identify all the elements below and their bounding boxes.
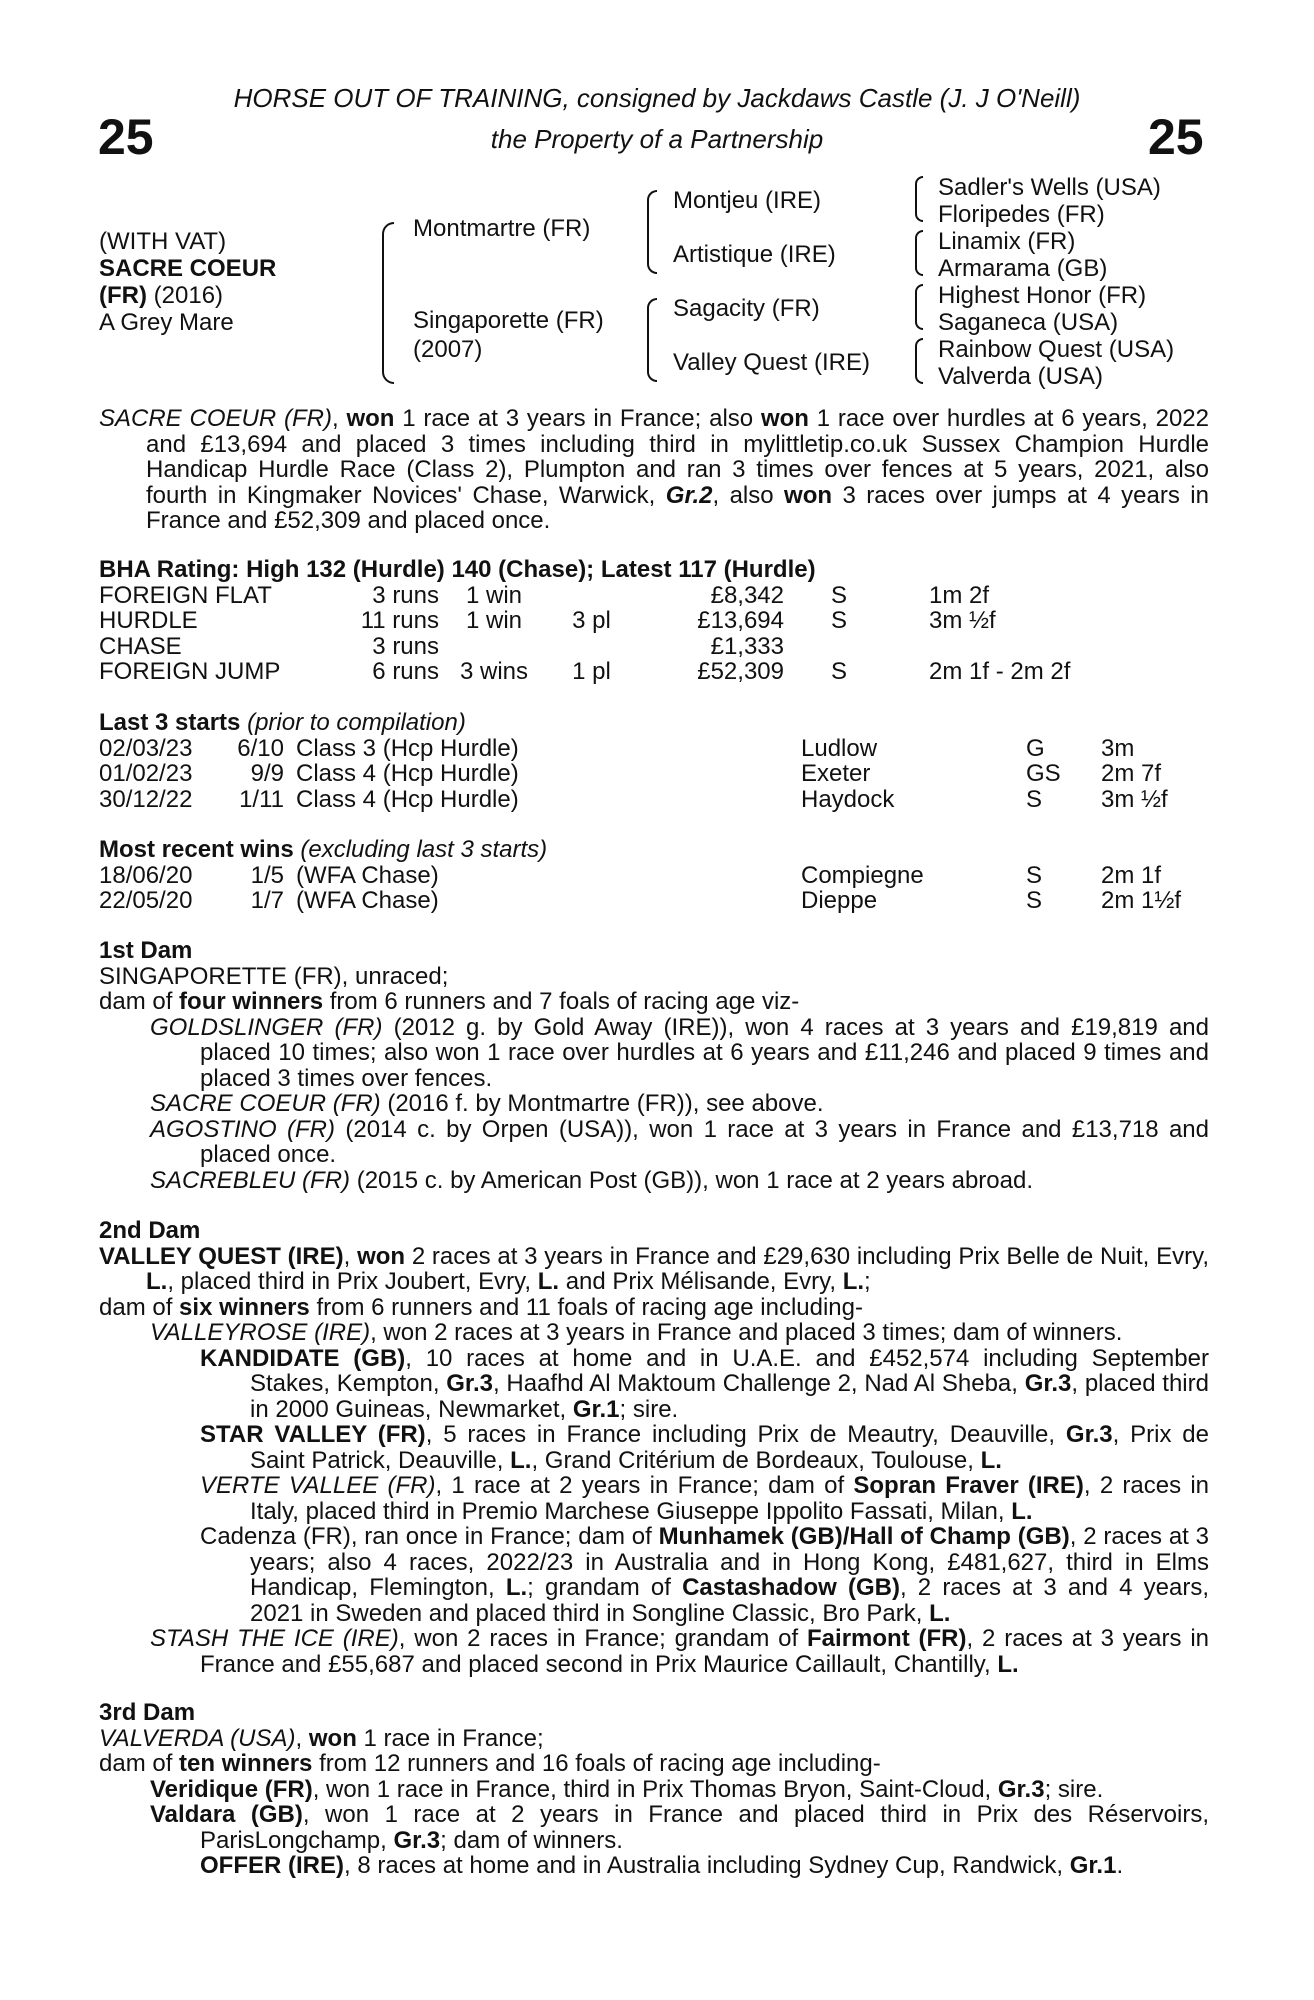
brace-g4-1 [915, 176, 923, 222]
rating-row-cell [549, 634, 634, 660]
second-dam-section [99, 1218, 1209, 1677]
rating-row [99, 608, 1129, 634]
horse-name: SACRE COEUR [99, 255, 277, 282]
rating-row-cell: 3 runs [372, 632, 439, 660]
offspring-goldslinger: GOLDSLINGER (FR) (2012 g. by Gold Away (IRE)), won 4 races at 3 years and £19,819 and placed 10 times; also won 1 race over hurdles at 6 years and £11,246 and placed 9 times and placed 3 times over fences. [150, 1013, 1209, 1092]
gen4-2: Floripedes (FR) [938, 201, 1105, 228]
first-dam-produce: dam of four winners from 6 runners and 7 foals of racing age viz- [99, 988, 800, 1015]
rating-row [99, 634, 1129, 660]
gen4-8: Valverda (USA) [938, 363, 1103, 390]
rating-row [99, 583, 1129, 609]
rating-row-cell [439, 634, 549, 660]
brace-sire [647, 190, 657, 274]
last3-row-cell: Class 3 (Hcp Hurdle) [296, 734, 519, 762]
gen4-4: Armarama (GB) [938, 255, 1108, 282]
last3-row [99, 761, 1201, 787]
third-dam-produce: dam of ten winners from 12 runners and 16 foals of racing age including- [99, 1750, 881, 1777]
last3-row-cell: G [1026, 734, 1045, 762]
recent-table [99, 863, 1201, 914]
rating-row-cell: S [830, 658, 847, 685]
star-valley-record: STAR VALLEY (FR), 5 races in France including Prix de Meautry, Deauville, Gr.3, Prix de Saint Patrick, Deauville, L., Grand Critérium de Bordeaux, Toulouse, L. [200, 1421, 1210, 1474]
property-line: the Property of a Partnership [490, 124, 824, 154]
rating-row-cell: £1,333 [710, 632, 784, 660]
dam-name: Singaporette (FR) [413, 307, 604, 334]
rating-row-cell: FOREIGN JUMP [99, 658, 281, 685]
second-dam-produce: dam of six winners from 6 runners and 11 foals of racing age including- [99, 1293, 863, 1321]
first-dam-line: SINGAPORETTE (FR), unraced; [99, 962, 449, 990]
last3-table [99, 736, 1201, 813]
horse-identity [99, 228, 276, 336]
rating-row-cell: CHASE [99, 632, 182, 660]
offspring-stash-the-ice: STASH THE ICE (IRE), won 2 races in France; grandam of Fairmont (FR), 2 races at 3 years in France and £55,687 and placed second in Prix Maurice Caillault, Chantilly, L. [150, 1625, 1209, 1678]
last3-row-cell: GS [1026, 760, 1061, 787]
last3-section [99, 710, 1209, 812]
lot-number-right: 25 [1148, 109, 1204, 165]
rating-row-cell: FOREIGN FLAT [99, 581, 272, 609]
brace-g4-2 [915, 230, 923, 276]
last3-row-cell: 3m [1101, 734, 1135, 762]
rating-row-cell: 6 runs [372, 658, 439, 685]
third-dam-title: 3rd Dam [99, 1699, 196, 1726]
horse-country: (FR) [99, 282, 147, 309]
last3-row-cell: Class 4 (Hcp Hurdle) [296, 760, 519, 787]
rating-title: BHA Rating: High 132 (Hurdle) 140 (Chase); Latest 117 (Hurdle) [99, 556, 816, 583]
rating-row-cell: 3 pl [572, 607, 611, 634]
last3-row-cell: 2m 7f [1101, 760, 1162, 787]
valley-quest-record: VALLEY QUEST (IRE), won 2 races at 3 years in France and £29,630 including Prix Belle de Nuit, Evry, L., placed third in Prix Joubert, Evry, L. and Prix Mélisande, Evry, L.; [99, 1242, 1209, 1295]
horse-year: (2016) [146, 282, 224, 309]
veridique-record: Veridique (FR), won 1 race in France, third in Prix Thomas Bryon, Saint-Cloud, Gr.3; sire. [150, 1775, 1104, 1803]
rating-row-cell: 1 pl [572, 658, 611, 685]
recent-row-cell: 2m 1f [1101, 861, 1162, 889]
recent-section [99, 837, 1209, 914]
gen3-dam-sire: Sagacity (FR) [673, 295, 820, 322]
rating-row-cell: £8,342 [710, 581, 784, 609]
gen4-7: Rainbow Quest (USA) [938, 336, 1175, 363]
cadenza-record: Cadenza (FR), ran once in France; dam of Munhamek (GB)/Hall of Champ (GB), 2 races at 3 years; also 4 races, 2022/23 in Australia and in Hong Kong, £481,627, third in Elms Handicap, Flemington, L.; grandam of Castashadow (GB), 2 races at 3 and 4 years, 2021 in Sweden and placed third in Songline Classic, Bro Park, L. [200, 1523, 1209, 1627]
summary-paragraph: SACRE COEUR (FR), won 1 race at 3 years in France; also won 1 race over hurdles at 6 years, 2022 and £13,694 and placed 3 times including third in mylittletip.co.uk Sussex Champion Hurdle Handicap Hurdle Race (Class 2), Plumpton and ran 3 times over fences at 5 years, 2021, also fourth in Kingmaker Novices' Chase, Warwick, Gr.2, also won 3 races over jumps at 4 years in France and £52,309 and placed once. [99, 405, 1209, 534]
last3-row-cell: 01/02/23 [99, 760, 193, 787]
first-dam-section [99, 938, 1209, 1193]
brace-g4-4 [915, 338, 923, 384]
rating-row-cell: 1 win [465, 581, 523, 609]
gen4-6: Saganeca (USA) [938, 309, 1119, 336]
last3-row-cell: 1/11 [239, 785, 284, 813]
recent-row-cell: 18/06/20 [99, 861, 193, 889]
gen3-dam-dam: Valley Quest (IRE) [673, 349, 870, 376]
rating-section [99, 557, 1209, 685]
last3-row-cell: 02/03/23 [99, 734, 193, 762]
rating-row-cell: 1 win [465, 607, 523, 634]
brace-g4-3 [915, 284, 923, 330]
rating-row-cell: 2m 1f - 2m 2f [929, 658, 1071, 685]
recent-row-cell: (WFA Chase) [296, 861, 439, 889]
recent-row-cell: 1/5 [250, 861, 284, 889]
rating-row-cell: HURDLE [99, 607, 198, 634]
recent-heading: Most recent wins (excluding last 3 starts) [99, 836, 548, 863]
third-dam-section [99, 1700, 1209, 1879]
vat-note: (WITH VAT) [99, 228, 227, 255]
last3-row [99, 787, 1201, 813]
rating-row-cell: S [830, 581, 847, 609]
offer-record: OFFER (IRE), 8 races at home and in Australia including Sydney Cup, Randwick, Gr.1. [200, 1852, 1124, 1879]
rating-table [99, 583, 1129, 685]
rating-row-cell: S [830, 607, 847, 634]
last3-row-cell: 3m ½f [1101, 785, 1168, 813]
last3-row-cell: 30/12/22 [99, 785, 193, 813]
rating-row-cell: 3 runs [372, 581, 439, 609]
gen3-sire-sire: Montjeu (IRE) [673, 187, 822, 214]
gen4-1: Sadler's Wells (USA) [938, 174, 1161, 201]
last3-row-cell: S [1026, 785, 1043, 813]
recent-row [99, 888, 1201, 914]
last3-row-cell: Class 4 (Hcp Hurdle) [296, 785, 519, 813]
offspring-sacrebleu: SACREBLEU (FR) (2015 c. by American Post (GB)), won 1 race at 2 years abroad. [150, 1166, 1034, 1194]
last3-row-cell: 9/9 [250, 760, 284, 787]
horse-description: A Grey Mare [99, 309, 234, 336]
brace-dam [647, 298, 657, 382]
recent-row [99, 863, 1201, 889]
sire-name: Montmartre (FR) [413, 215, 591, 242]
rating-row-cell [549, 583, 634, 609]
rating-row-cell: £52,309 [697, 658, 784, 685]
recent-row-cell: 2m 1½f [1101, 887, 1182, 914]
gen4-3: Linamix (FR) [938, 228, 1076, 255]
last3-heading: Last 3 starts (prior to compilation) [99, 709, 466, 736]
last3-row-cell: 6/10 [237, 734, 284, 762]
recent-row-cell: S [1026, 861, 1043, 889]
kandidate-record: KANDIDATE (GB), 10 races at home and in U.A.E. and £452,574 including September Stakes, Kempton, Gr.3, Haafhd Al Maktoum Challenge 2, Nad Al Sheba, Gr.3, placed third in 2000 Guineas, Newmarket, Gr.1; sire. [200, 1344, 1209, 1423]
last3-row-cell: Ludlow [801, 734, 878, 762]
rating-row-cell: 3m ½f [929, 607, 996, 634]
rating-row-cell: 3 wins [459, 658, 529, 685]
verte-vallee-record: VERTE VALLEE (FR), 1 race at 2 years in France; dam of Sopran Fraver (IRE), 2 races in Italy, placed third in Premio Marchese Giuseppe Ippolito Fassati, Milan, L. [200, 1472, 1210, 1525]
gen3-sire-dam: Artistique (IRE) [673, 241, 836, 268]
valdara-record: Valdara (GB), won 1 race at 2 years in France and placed third in Prix des Réservoirs, ParisLongchamp, Gr.3; dam of winners. [150, 1801, 1209, 1854]
second-dam-title: 2nd Dam [99, 1217, 201, 1244]
last3-row-cell: Exeter [801, 760, 871, 787]
first-dam-title: 1st Dam [99, 937, 193, 964]
race-summary [99, 406, 1209, 534]
lot-number-left: 25 [98, 109, 154, 165]
recent-row-cell: Dieppe [801, 887, 878, 914]
offspring-sacre-coeur: SACRE COEUR (FR) (2016 f. by Montmartre (FR)), see above. [150, 1090, 824, 1117]
offspring-valleyrose: VALLEYROSE (IRE), won 2 races at 3 years in France and placed 3 times; dam of winners. [150, 1319, 1123, 1346]
recent-row-cell: S [1026, 887, 1043, 914]
recent-row-cell: 1/7 [250, 887, 284, 914]
recent-row-cell: 22/05/20 [99, 887, 193, 914]
valverda-record: VALVERDA (USA), won 1 race in France; [99, 1724, 544, 1752]
rating-row-cell [894, 634, 1129, 660]
brace-gen1 [382, 222, 394, 384]
gen4-5: Highest Honor (FR) [938, 282, 1147, 309]
rating-row-cell: 11 runs [360, 607, 439, 634]
rating-row [99, 659, 1129, 685]
consignment-line: HORSE OUT OF TRAINING, consigned by Jackdaws Castle (J. J O'Neill) [233, 83, 1081, 113]
rating-row-cell: £13,694 [697, 607, 784, 634]
last3-row-cell: Haydock [801, 785, 895, 813]
offspring-agostino: AGOSTINO (FR) (2014 c. by Orpen (USA)), won 1 race at 3 years in France and £13,718 and placed once. [150, 1115, 1210, 1168]
last3-row [99, 736, 1201, 762]
rating-row-cell [784, 634, 894, 660]
rating-row-cell: 1m 2f [929, 581, 990, 609]
horse-origin-year [99, 282, 276, 309]
recent-row-cell: (WFA Chase) [296, 887, 439, 914]
recent-row-cell: Compiegne [801, 861, 924, 889]
dam-year: (2007) [413, 336, 483, 363]
